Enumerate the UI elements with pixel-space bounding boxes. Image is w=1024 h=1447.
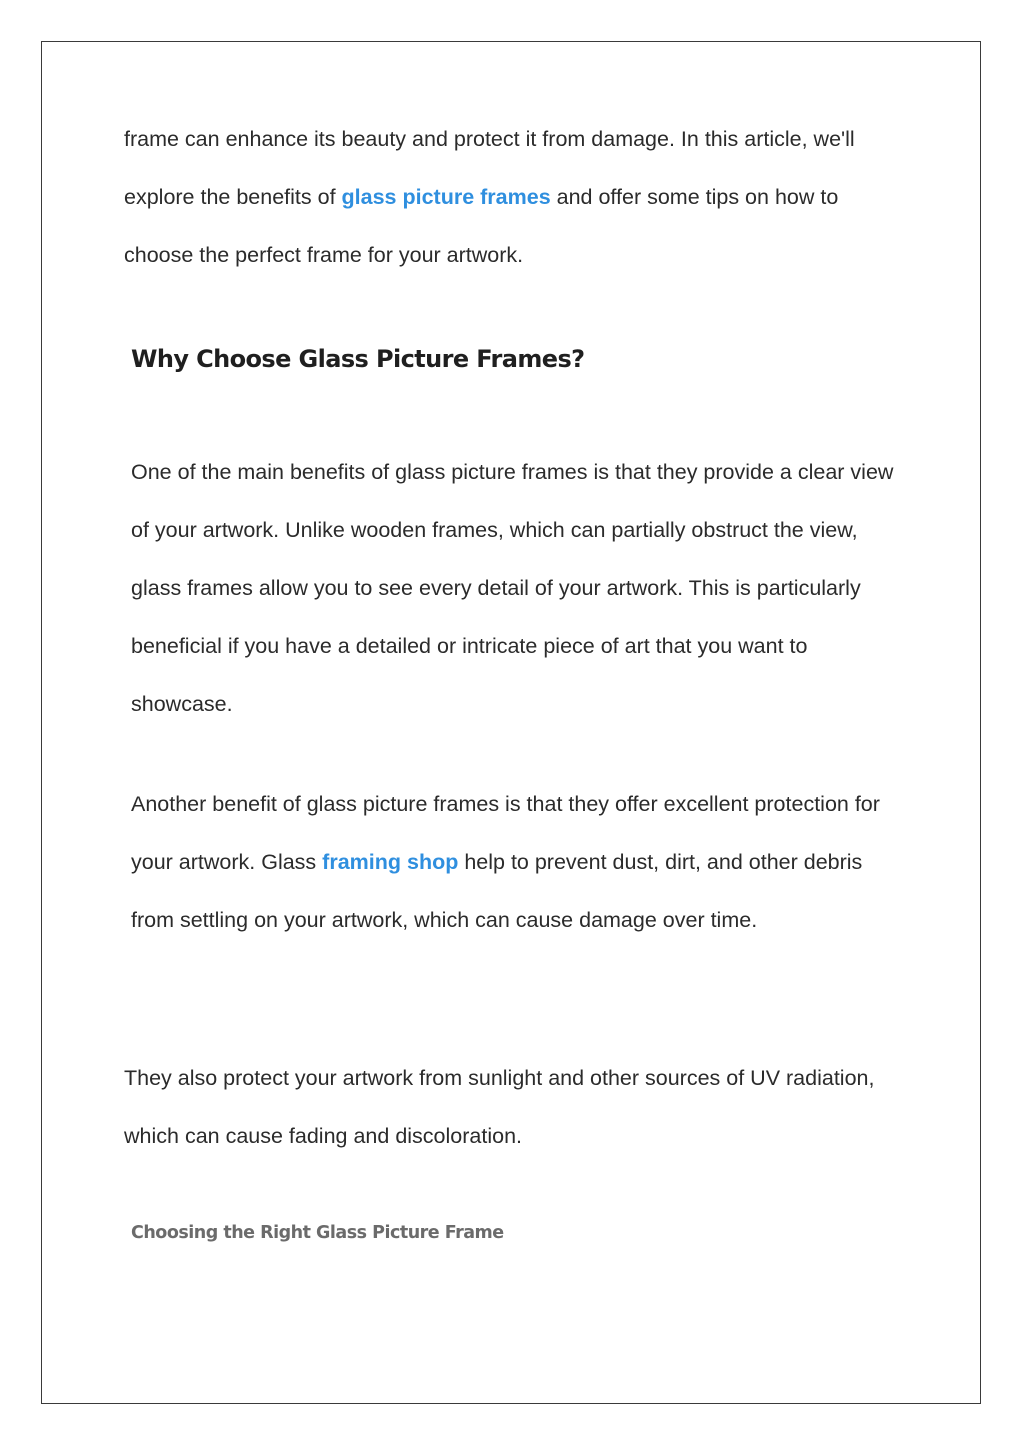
uv-protection-paragraph: They also protect your artwork from sunlight and other sources of UV radiation, which can cause fading and discoloration. bbox=[124, 1066, 875, 1148]
glass-picture-frames-link[interactable]: glass picture frames bbox=[341, 185, 551, 209]
protection-paragraph bbox=[124, 775, 904, 949]
intro-paragraph bbox=[124, 110, 904, 284]
clear-view-paragraph: One of the main benefits of glass picture frames is that they provide a clear view of your artwork. Unlike wooden frames, which can partially obstruct the view, glass frames allow you to see every detail of your artwork. This is particularly beneficial if you have a detailed or intricate piece of art that you want to showcase. bbox=[131, 460, 894, 716]
section-heading-choosing: Choosing the Right Glass Picture Frame bbox=[131, 1223, 504, 1243]
framing-shop-link[interactable]: framing shop bbox=[322, 850, 459, 874]
intro-text-end: and offer some tips on how to choose the perfect frame for your artwork. bbox=[124, 185, 839, 267]
intro-text-start: frame can enhance its beauty and protect it from damage. In this article, we'll explore the benefits of bbox=[124, 127, 855, 209]
section-heading-why-choose: Why Choose Glass Picture Frames? bbox=[131, 345, 585, 373]
protection-text-end: help to prevent dust, dirt, and other debris from settling on your artwork, which can cause damage over time. bbox=[131, 850, 863, 932]
protection-text-start: Another benefit of glass picture frames is that they offer excellent protection for your artwork. Glass bbox=[131, 792, 880, 874]
